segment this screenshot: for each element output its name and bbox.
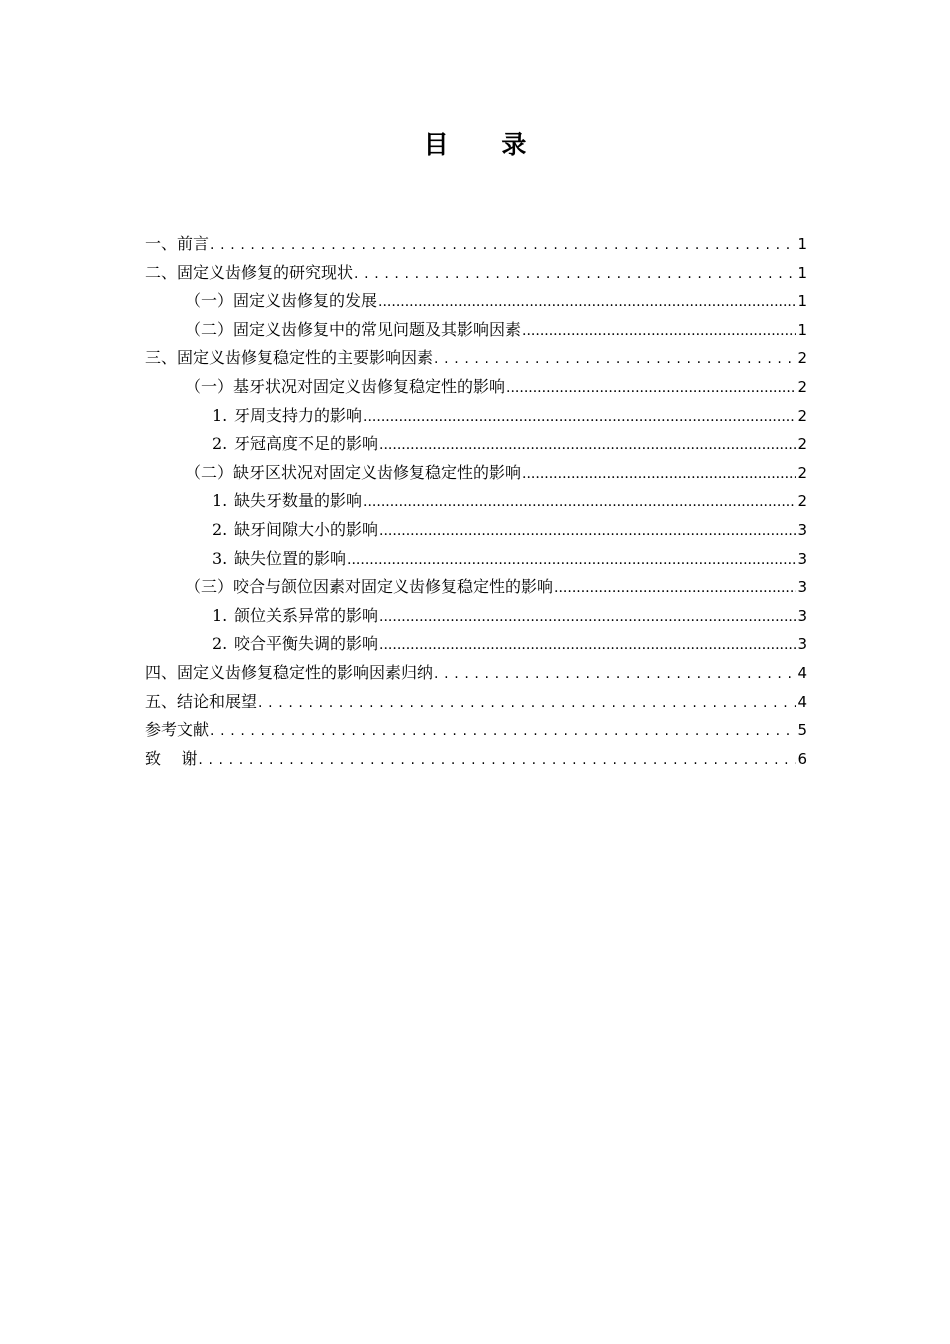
toc-dot-leader — [210, 230, 796, 260]
toc-entry-label — [185, 373, 505, 402]
toc-entry-number: 2. — [212, 519, 228, 539]
toc-dot-leader — [379, 630, 796, 660]
toc-entry-text: （三）咬合与颌位因素对固定义齿修复稳定性的影响 — [185, 577, 554, 597]
toc-entry-label — [212, 402, 362, 431]
toc-page-number: 3 — [797, 635, 807, 654]
toc-entry[interactable] — [145, 745, 807, 774]
toc-dot-leader — [379, 516, 796, 546]
toc-entry-text: （二）固定义齿修复中的常见问题及其影响因素 — [185, 319, 522, 339]
toc-page-number: 1 — [797, 263, 807, 282]
toc-entry[interactable] — [145, 316, 807, 345]
toc-dot-leader — [363, 402, 796, 432]
toc-page-number: 3 — [797, 520, 807, 539]
toc-entry[interactable] — [145, 487, 807, 516]
toc-dot-leader — [434, 344, 796, 374]
toc-page-number: 4 — [797, 692, 807, 711]
toc-dot-leader — [210, 716, 796, 746]
toc-page-number: 2 — [797, 492, 807, 511]
toc-entry[interactable] — [145, 373, 807, 402]
toc-page-number: 2 — [797, 377, 807, 396]
toc-entry-number: 1. — [212, 491, 228, 511]
toc-entry-label — [212, 630, 378, 659]
toc-entry-text: （二）缺牙区状况对固定义齿修复稳定性的影响 — [185, 462, 522, 482]
toc-entry[interactable] — [145, 430, 807, 459]
toc-entry-text: 颌位关系异常的影响 — [234, 605, 379, 625]
toc-entry[interactable] — [145, 259, 807, 288]
toc-entry-label — [185, 459, 521, 488]
toc-page-number: 1 — [797, 235, 807, 253]
toc-entry[interactable] — [145, 516, 807, 545]
toc-entry-label — [145, 745, 197, 774]
toc-page-number: 4 — [797, 663, 807, 682]
toc-dot-leader — [522, 459, 796, 489]
toc-dot-leader — [379, 430, 796, 460]
toc-dot-leader — [363, 487, 796, 517]
toc-dot-leader — [347, 545, 796, 575]
toc-entry[interactable] — [145, 344, 807, 373]
toc-dot-leader — [258, 688, 796, 718]
toc-entry-label — [145, 716, 209, 745]
toc-entry[interactable] — [145, 602, 807, 631]
toc-entry[interactable] — [145, 545, 807, 574]
toc-page-number: 3 — [797, 606, 807, 625]
toc-entry-text: 四、固定义齿修复稳定性的影响因素归纳 — [145, 662, 434, 682]
toc-page-number: 3 — [797, 549, 807, 568]
toc-entry-text: 致 谢 — [145, 748, 198, 768]
toc-entry-label — [185, 573, 553, 602]
toc-entry-label — [185, 287, 377, 316]
toc-page-number: 2 — [797, 463, 807, 482]
toc-entry-number: 1. — [212, 405, 228, 425]
toc-dot-leader — [434, 659, 796, 689]
toc-entry[interactable] — [145, 659, 807, 688]
toc-page-number: 2 — [797, 406, 807, 425]
toc-entry-text: 缺失牙数量的影响 — [234, 491, 363, 511]
toc-entry-label — [145, 259, 353, 288]
toc-entry-label — [212, 430, 378, 459]
toc-entry[interactable] — [145, 287, 807, 316]
toc-page-number: 2 — [797, 435, 807, 454]
toc-entry-text: 五、结论和展望 — [145, 691, 258, 711]
toc-entry-text: 缺失位置的影响 — [234, 548, 347, 568]
toc-entry-text: 咬合平衡失调的影响 — [234, 634, 379, 654]
toc-entry-text: （一）固定义齿修复的发展 — [185, 291, 378, 311]
toc-entry-label — [212, 602, 378, 631]
toc-entry[interactable] — [145, 230, 807, 259]
toc-entry-label — [185, 316, 521, 345]
table-of-contents — [145, 230, 807, 773]
toc-entry-label — [145, 688, 257, 717]
toc-entry[interactable] — [145, 688, 807, 717]
toc-entry-number: 2. — [212, 434, 228, 454]
toc-entry-text: 牙周支持力的影响 — [234, 405, 363, 425]
toc-entry-number: 1. — [212, 605, 228, 625]
toc-entry-label — [212, 545, 346, 574]
toc-entry-label — [212, 487, 362, 516]
toc-dot-leader — [198, 745, 796, 775]
toc-page-number: 5 — [797, 721, 807, 740]
toc-entry-text: 三、固定义齿修复稳定性的主要影响因素 — [145, 348, 434, 368]
toc-entry-text: （一）基牙状况对固定义齿修复稳定性的影响 — [185, 376, 506, 396]
toc-dot-leader — [379, 602, 796, 632]
toc-entry[interactable] — [145, 459, 807, 488]
toc-entry-label — [212, 516, 378, 545]
toc-entry[interactable] — [145, 402, 807, 431]
toc-entry-number: 3. — [212, 548, 228, 568]
toc-title: 目 录 — [423, 130, 549, 159]
toc-entry-text: 二、固定义齿修复的研究现状 — [145, 262, 354, 282]
toc-entry-label — [145, 659, 433, 688]
toc-entry[interactable] — [145, 573, 807, 602]
toc-dot-leader — [378, 287, 796, 317]
toc-entry-text: 缺牙间隙大小的影响 — [234, 519, 379, 539]
toc-entry-text: 牙冠高度不足的影响 — [234, 434, 379, 454]
toc-entry[interactable] — [145, 716, 807, 745]
toc-page-number: 3 — [797, 578, 807, 597]
toc-dot-leader — [554, 573, 796, 603]
toc-entry-label — [145, 230, 209, 259]
toc-page-number: 2 — [797, 349, 807, 368]
toc-entry-label — [145, 344, 433, 373]
toc-entry[interactable] — [145, 630, 807, 659]
toc-dot-leader — [506, 373, 796, 403]
toc-page-number: 1 — [797, 320, 807, 339]
toc-dot-leader — [354, 259, 796, 289]
toc-page-number: 6 — [797, 749, 807, 768]
toc-entry-number: 2. — [212, 634, 228, 654]
toc-entry-text: 一、前言 — [145, 234, 210, 253]
toc-page-number: 1 — [797, 292, 807, 311]
toc-dot-leader — [522, 316, 796, 346]
toc-entry-text: 参考文献 — [145, 720, 210, 740]
